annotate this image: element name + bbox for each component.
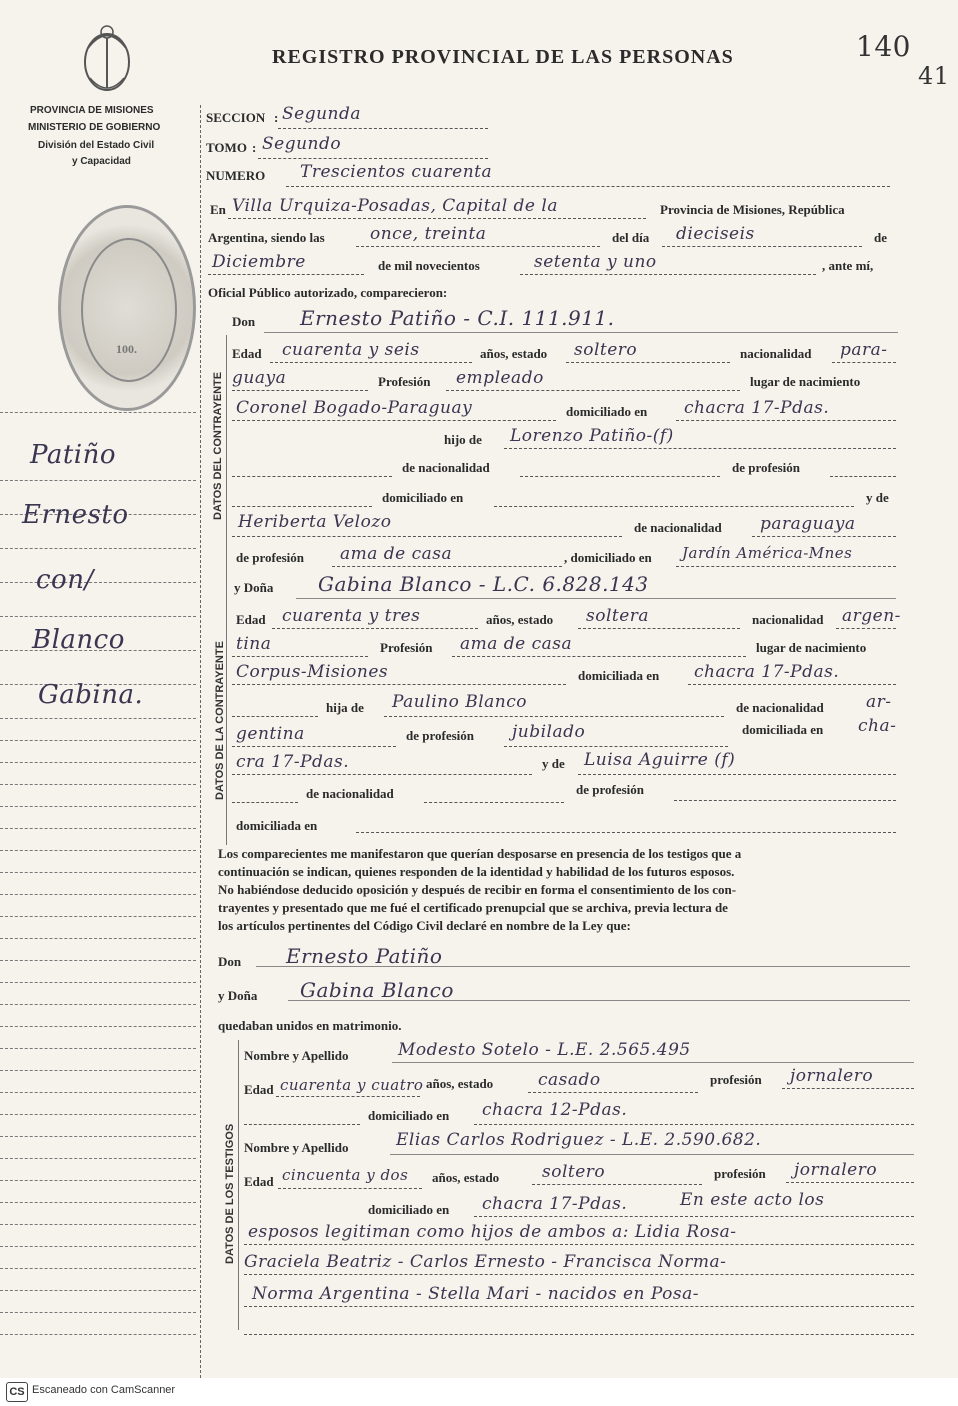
declaration-don-label: Don [218, 954, 242, 969]
w1-edad-label: Edad [244, 1082, 274, 1097]
year-value: setenta y uno [534, 252, 657, 272]
seccion-value: Segunda [282, 104, 362, 124]
bride-father-nationality-2: gentina [236, 724, 305, 744]
place-value: Villa Urquiza-Posadas, Capital de la [232, 196, 558, 216]
bride-y-de-label: y de [542, 756, 565, 771]
bride-profesion-label: Profesión [380, 640, 433, 655]
w1-address: chacra 12-Pdas. [482, 1100, 628, 1120]
bride-mother-nacionalidad-label: de nacionalidad [306, 786, 394, 801]
en-label: En [210, 202, 226, 217]
legitimation-note-3: Graciela Beatriz - Carlos Ernesto - Francisca Norma- [244, 1252, 727, 1272]
w1-profession: jornalero [790, 1066, 874, 1086]
numero-label: NUMERO [206, 168, 266, 183]
legitimation-note-2: esposos legitiman como hijos de ambos a: Lidia Rosa- [248, 1222, 737, 1242]
folio-number: 41 [918, 62, 950, 90]
groom-anos-estado: años, estado [480, 346, 548, 361]
bride-de-profesion-label: de profesión [406, 728, 475, 743]
tomo-value: Segundo [262, 134, 342, 154]
province-text: Provincia de Misiones, República [660, 202, 845, 217]
groom-domiciliado-label: domiciliado en [566, 404, 648, 419]
institution-line-1: PROVINCIA DE MISIONES [30, 105, 154, 116]
margin-note-line-5: Gabina. [38, 680, 144, 710]
w2-address: chacra 17-Pdas. [482, 1194, 628, 1214]
margin-note-line-2: Ernesto [22, 500, 129, 530]
groom-mother-profesion-label: de profesión [236, 550, 305, 565]
bride-domiciliada-label: domiciliada en [578, 668, 660, 683]
bride-address: chacra 17-Pdas. [694, 662, 840, 682]
groom-mother-address: Jardín América-Mnes [682, 544, 853, 562]
groom-father: Lorenzo Patiño-(f) [510, 426, 674, 446]
groom-lugar-label: lugar de nacimiento [750, 374, 861, 389]
groom-mother-nacionalidad-label: de nacionalidad [634, 520, 722, 535]
bride-mother: Luisa Aguirre (f) [584, 750, 736, 770]
bride-father: Paulino Blanco [392, 692, 527, 712]
w2-profesion-label: profesión [714, 1166, 766, 1181]
groom-mother-domiciliado-label: , domiciliado en [564, 550, 652, 565]
groom-don-label: Don [232, 314, 256, 329]
declaration-line-1: Los comparecientes me manifestaron que querían desposarse en presencia de los testigos que a [218, 846, 742, 861]
numero-value: Trescientos cuarenta [300, 162, 493, 182]
groom-status: soltero [574, 340, 638, 360]
hour-value: once, treinta [370, 224, 487, 244]
declaration-line-5: los artículos pertinentes del Código Civil declaré en nombre de la Ley que: [218, 918, 631, 933]
w1-domiciliado-label: domiciliado en [368, 1108, 450, 1123]
groom-de-nacionalidad-label: de nacionalidad [402, 460, 490, 475]
bride-father-profession: jubilado [512, 722, 586, 742]
w2-profession: jornalero [794, 1160, 878, 1180]
groom-profesion-label: Profesión [378, 374, 431, 389]
month-value: Diciembre [212, 252, 306, 272]
bride-lugar-label: lugar de nacimiento [756, 640, 867, 655]
groom-name: Ernesto Patiño - C.I. 111.911. [300, 306, 615, 330]
margin-note-line-3: con/ [36, 565, 94, 595]
declaration-line-4: trayentes y presentado que me fué el certificado prenupcial que se archiva, previa lectura de [218, 900, 728, 915]
groom-edad-label: Edad [232, 346, 262, 361]
groom-de-profesion-label: de profesión [732, 460, 801, 475]
institution-line-3: División del Estado Civil [38, 140, 155, 151]
groom-nationality-1: para- [840, 340, 888, 360]
w1-anos-estado: años, estado [426, 1076, 494, 1091]
bride-nacionalidad-label: nacionalidad [752, 612, 824, 627]
w2-domiciliado-label: domiciliado en [368, 1202, 450, 1217]
groom-section-label: DATOS DEL CONTRAYENTE [212, 371, 224, 520]
oficial-text: Oficial Público autorizado, comparecieron: [208, 285, 448, 300]
groom-address: chacra 17-Pdas. [684, 398, 830, 418]
declaration-line-3: No habiéndose deducido oposición y después de recibir en forma el consentimiento de los con- [218, 882, 737, 897]
bride-mother-profesion-label: de profesión [576, 782, 645, 797]
declaration-groom-name: Ernesto Patiño [286, 944, 443, 968]
bride-birthplace: Corpus-Misiones [236, 662, 389, 682]
bride-age: cuarenta y tres [282, 606, 421, 626]
page-number: 140 [856, 30, 911, 63]
declaration-dona-label: y Doña [218, 988, 258, 1003]
bride-father-address-2: cra 17-Pdas. [236, 752, 350, 772]
argentina-text: Argentina, siendo las [208, 230, 325, 245]
w1-name: Modesto Sotelo - L.E. 2.565.495 [398, 1040, 691, 1060]
w1-nombre-label: Nombre y Apellido [244, 1048, 349, 1063]
bride-profession: ama de casa [460, 634, 573, 654]
institution-line-2: MINISTERIO DE GOBIERNO [28, 122, 161, 133]
groom-hijo-label: hijo de [444, 432, 482, 447]
seccion-label: SECCION [206, 110, 266, 125]
coat-of-arms-icon [78, 18, 136, 98]
bride-father-nationality-1: ar- [866, 692, 892, 712]
margin-note-line-4: Blanco [32, 625, 125, 655]
ante-mi-text: , ante mí, [822, 258, 874, 273]
bride-section-label: DATOS DE LA CONTRAYENTE [214, 641, 226, 800]
w2-age: cincuenta y dos [282, 1166, 409, 1184]
year-text: de mil novecientos [378, 258, 480, 273]
groom-nationality-2: guaya [232, 368, 287, 388]
de-label: de [874, 230, 887, 245]
declaration-closing: quedaban unidos en matrimonio. [218, 1018, 402, 1033]
w2-edad-label: Edad [244, 1174, 274, 1189]
groom-age: cuarenta y seis [282, 340, 420, 360]
legitimation-note-4: Norma Argentina - Stella Mari - nacidos en Posa- [252, 1284, 699, 1304]
margin-separator [200, 105, 201, 1378]
scanner-text: Escaneado con CamScanner [32, 1384, 176, 1396]
bride-nationality-2: tina [236, 634, 272, 654]
bride-edad-label: Edad [236, 612, 266, 627]
bride-mother-domiciliada-label: domiciliada en [236, 818, 318, 833]
groom-y-de-label: y de [866, 490, 889, 505]
groom-mother-nationality: paraguaya [760, 514, 856, 534]
declaration-bride-name: Gabina Blanco [300, 978, 454, 1002]
groom-nacionalidad-label: nacionalidad [740, 346, 812, 361]
w2-anos-estado: años, estado [432, 1170, 500, 1185]
margin-note-line-1: Patiño [30, 440, 116, 470]
groom-mother: Heriberta Velozo [238, 512, 392, 532]
scanner-footer [0, 1378, 958, 1406]
w1-age: cuarenta y cuatro [280, 1076, 424, 1094]
bride-anos-estado: años, estado [486, 612, 554, 627]
w2-name: Elias Carlos Rodriguez - L.E. 2.590.682. [396, 1130, 762, 1150]
document-page: REGISTRO PROVINCIAL DE LAS PERSONAS 140 41 PROVINCIA DE MISIONES MINISTERIO DE GOBIERNO División del Estado Civil y Capacidad 100. Patiño Ernesto con/ Blanco Gabina. SECCION : Segunda TOMO : Segundo NUMERO Trescientos cuarenta En Villa Urquiza-Posadas, Capital de la Provincia de Misiones, República Argentina, siendo las once, treinta del día dieciseis de Diciembre de mil novecientos setenta y uno , ante mí, Oficial Público autorizado, comparecieron: DATOS DEL CONTRAYENTE Don Ernesto Patiño - C.I. 111.911. Edad cuarenta y seis años, estado soltero nacionalidad para- guaya Profesión empleado lugar de nacimiento Coronel Bogado-Paraguay domiciliado en chacra 17-Pdas. hijo de Lorenzo Patiño-(f) de nacionalidad de profesión domiciliado en y de Heriberta Velozo de nacionalidad paraguaya de profesión ama de casa , domiciliado en Jardín América-Mnes DATOS DE LA CONTRAYENTE y Doña Gabina Blanco - L.C. 6.828.143 Edad cuarenta y tres años, estado soltera nacionalidad argen- tina Profesión ama de casa lugar de nacimiento Corpus-Misiones domiciliada en chacra 17-Pdas. hija de Paulino Blanco de nacionalidad ar- gentina de profesión jubilado domiciliada en cha- cra 17-Pdas. y de Luisa Aguirre (f) de nacionalidad de profesión domiciliada en Los comparecientes me manifestaron que querían desposarse en presencia de los testigos que a continuación se indican, quienes responden de la identidad y habilidad de los futuros esposos. No habiéndose deducido oposición y después de recibir en forma el consentimiento de los con- trayentes y presentado que me fué el certificado prenupcial que se archiva, previa lectura de los artículos pertinentes del Código Civil declaré en nombre de la Ley que: Don Ernesto Patiño y Doña Gabina Blanco quedaban unidos en matrimonio. DATOS DE LOS TESTIGOS Nombre y Apellido Modesto Sotelo - L.E. 2.565.495 Edad cuarenta y cuatro años, estado casado profesión jornalero domiciliado en chacra 12-Pdas. Nombre y Apellido Elias Carlos Rodriguez - L.E. 2.590.682. Edad cincuenta y dos años, estado soltero profesión jornalero domiciliado en chacra 17-Pdas. En este acto los esposos legitiman como hijos de ambos a: Lidia Rosa- Graciela Beatriz - Carlos Ernesto - Francisca Norma- Norma Argentina - Stella Mari - nacidos en Posa- [0, 0, 958, 1378]
institution-line-4: y Capacidad [72, 156, 131, 167]
bride-father-address-1: cha- [858, 716, 897, 736]
bride-name: Gabina Blanco - L.C. 6.828.143 [318, 572, 649, 596]
tomo-label: TOMO [206, 140, 247, 155]
w2-nombre-label: Nombre y Apellido [244, 1140, 349, 1155]
legitimation-note-1: En este acto los [680, 1190, 825, 1210]
del-dia-label: del día [612, 230, 650, 245]
bride-dona-label: y Doña [234, 580, 274, 595]
witnesses-section-label: DATOS DE LOS TESTIGOS [224, 1123, 236, 1264]
bride-de-nacionalidad-label: de nacionalidad [736, 700, 824, 715]
official-seal [58, 205, 196, 411]
groom-birthplace: Coronel Bogado-Paraguay [236, 398, 473, 418]
bride-nationality-1: argen- [842, 606, 901, 626]
groom-mother-profession: ama de casa [340, 544, 453, 564]
bride-hija-label: hija de [326, 700, 364, 715]
declaration-line-2: continuación se indican, quienes responden de la identidad y habilidad de los futuros esposos. [218, 864, 735, 879]
w1-status: casado [538, 1070, 601, 1090]
bride-status: soltera [586, 606, 650, 626]
groom-domiciliado-en-label: domiciliado en [382, 490, 464, 505]
page-title: REGISTRO PROVINCIAL DE LAS PERSONAS [272, 46, 734, 68]
groom-profession: empleado [456, 368, 544, 388]
w2-status: soltero [542, 1162, 606, 1182]
camscanner-logo-icon: CS [6, 1382, 28, 1402]
bride-domiciliada-en-label: domiciliada en [742, 722, 824, 737]
day-value: dieciseis [676, 224, 755, 244]
seal-value: 100. [116, 342, 137, 356]
w1-profesion-label: profesión [710, 1072, 762, 1087]
